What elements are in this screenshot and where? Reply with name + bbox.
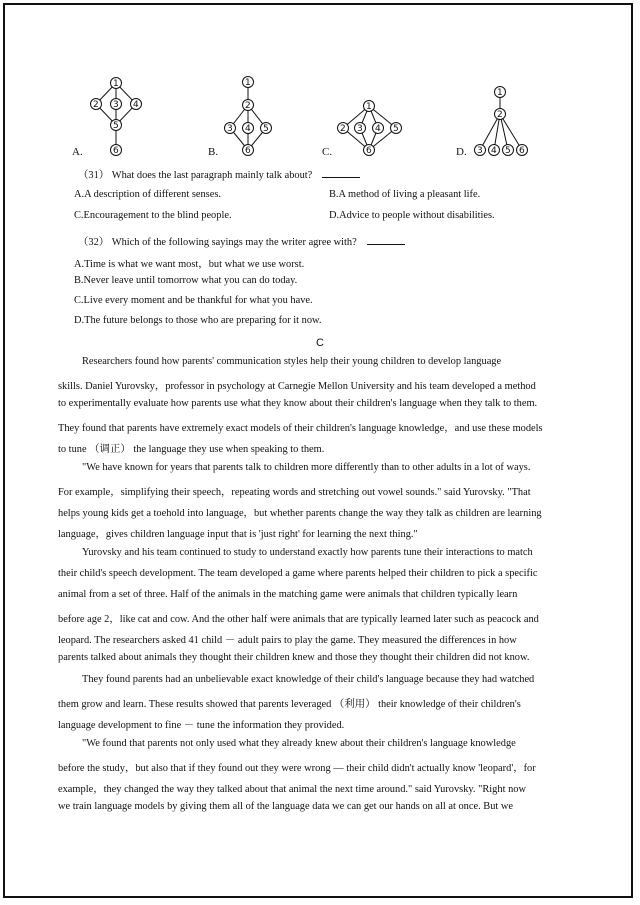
- diagram-d-graph: [470, 72, 560, 162]
- node-label: 6: [366, 146, 372, 156]
- q31-option-c: C.Encouragement to the blind people.: [74, 210, 232, 221]
- diagram-b-letter: B.: [208, 146, 219, 158]
- diagram-a-letter: A.: [72, 146, 83, 158]
- node-label: 2: [497, 110, 503, 120]
- question-31-prompt: （31） What does the last paragraph mainly talk about?: [78, 170, 313, 181]
- passage-line: They found that parents have extremely exact models of their children's language knowledge，and use these models: [58, 423, 543, 434]
- node-label: 2: [245, 101, 251, 111]
- node-label: 5: [505, 146, 511, 156]
- node-label: 2: [93, 100, 99, 110]
- node-label: 3: [477, 146, 483, 156]
- node-label: 6: [519, 146, 525, 156]
- diagram-b: [212, 72, 292, 167]
- node-label: 5: [263, 124, 269, 134]
- node-label: 2: [340, 124, 346, 134]
- node-label: 1: [113, 79, 119, 89]
- passage-line: "We have known for years that parents talk to children more differently than to other adults in a lot of ways.: [82, 462, 531, 473]
- diagram-d: [470, 72, 560, 167]
- q32-option-b: B.Never leave until tomorrow what you can do today.: [74, 275, 298, 286]
- node-label: 6: [113, 146, 119, 156]
- passage-line: Researchers found how parents' communication styles help their young children to develop language: [82, 356, 502, 367]
- passage-line: They found parents had an unbelievable exact knowledge of their child's language because they had watched: [82, 674, 535, 685]
- q31-option-d: D.Advice to people without disabilities.: [329, 210, 495, 221]
- diagram-d-letter: D.: [456, 146, 467, 158]
- diagram-c: [330, 72, 420, 167]
- node-label: 4: [133, 100, 139, 110]
- passage-line: "We found that parents not only used what they already knew about their children's language knowledge: [82, 738, 516, 749]
- passage-line: before the study，but also that if they found out they were wrong — their child didn't actually know 'leopard'，for: [58, 763, 536, 774]
- node-label: 3: [357, 124, 363, 134]
- node-label: 6: [245, 146, 251, 156]
- diagram-a-graph: [80, 72, 160, 162]
- q31-option-a: A.A description of different senses.: [74, 189, 221, 200]
- answer-blank-32[interactable]: [367, 234, 405, 245]
- passage-line: leopard. The researchers asked 41 child － adult pairs to play the game. They measured the differences in how: [58, 635, 517, 646]
- passage-line: language development to fine － tune the information they provided.: [58, 720, 345, 731]
- question-32-prompt: （32） Which of the following sayings may the writer agree with?: [78, 237, 357, 248]
- passage-line: skills. Daniel Yurovsky，professor in psychology at Carnegie Mellon University and his team developed a method: [58, 381, 536, 392]
- diagram-a: [80, 72, 160, 167]
- node-label: 5: [113, 121, 119, 131]
- question-32: [78, 233, 405, 248]
- diagram-c-graph: [330, 72, 420, 162]
- passage-line: we train language models by giving them all of the language data we can get our hands on all at once. But we: [58, 801, 514, 812]
- passage-line: before age 2，like cat and cow. And the other half were animals that are typically learned later such as peacock and: [58, 614, 539, 625]
- passage-line: to experimentally evaluate how parents use what they know about their children's language when they talk to them.: [58, 398, 538, 409]
- passage-heading: C: [316, 337, 324, 349]
- passage-line: helps young kids get a toehold into language，but whether parents change the way they talk as children are learning: [58, 508, 542, 519]
- node-label: 1: [245, 78, 251, 88]
- q32-option-a: A.Time is what we want most，but what we use worst.: [74, 259, 305, 270]
- passage-line: them grow and learn. These results showed that parents leveraged （利用） their knowledge of their children's: [58, 699, 521, 710]
- q32-option-c: C.Live every moment and be thankful for what you have.: [74, 295, 313, 306]
- passage-line: For example，simplifying their speech，repeating words and stretching out vowel sounds." said Yurovsky. "That: [58, 487, 531, 498]
- question-31: [78, 166, 360, 181]
- q32-option-d: D.The future belongs to those who are preparing for it now.: [74, 315, 322, 326]
- answer-blank-31[interactable]: [322, 167, 360, 178]
- node-label: 1: [497, 88, 503, 98]
- diagram-c-letter: C.: [322, 146, 333, 158]
- passage-line: their child's speech development. The team developed a game where parents helped their children to pick a specific: [58, 568, 538, 579]
- node-label: 3: [113, 100, 119, 110]
- node-label: 5: [393, 124, 399, 134]
- node-label: 4: [245, 124, 251, 134]
- passage-line: Yurovsky and his team continued to study to understand exactly how parents tune their interactions to match: [82, 547, 533, 558]
- passage-line: parents talked about animals they thought their children knew and those they thought their children did not know.: [58, 652, 530, 663]
- node-label: 4: [375, 124, 381, 134]
- passage-line: language，gives children language input that is 'just right' for learning the next thing.": [58, 529, 418, 540]
- passage-line: example，they changed the way they talked about that animal the next time around." said Yurovsky. "Right now: [58, 784, 526, 795]
- node-label: 4: [491, 146, 497, 156]
- passage-line: to tune （调正） the language they use when speaking to them.: [58, 444, 325, 455]
- q31-option-b: B.A method of living a pleasant life.: [329, 189, 481, 200]
- diagram-b-graph: [212, 72, 292, 162]
- passage-line: animal from a set of three. Half of the animals in the matching game were animals that children typically learn: [58, 589, 518, 600]
- node-label: 1: [366, 102, 372, 112]
- node-label: 3: [227, 124, 233, 134]
